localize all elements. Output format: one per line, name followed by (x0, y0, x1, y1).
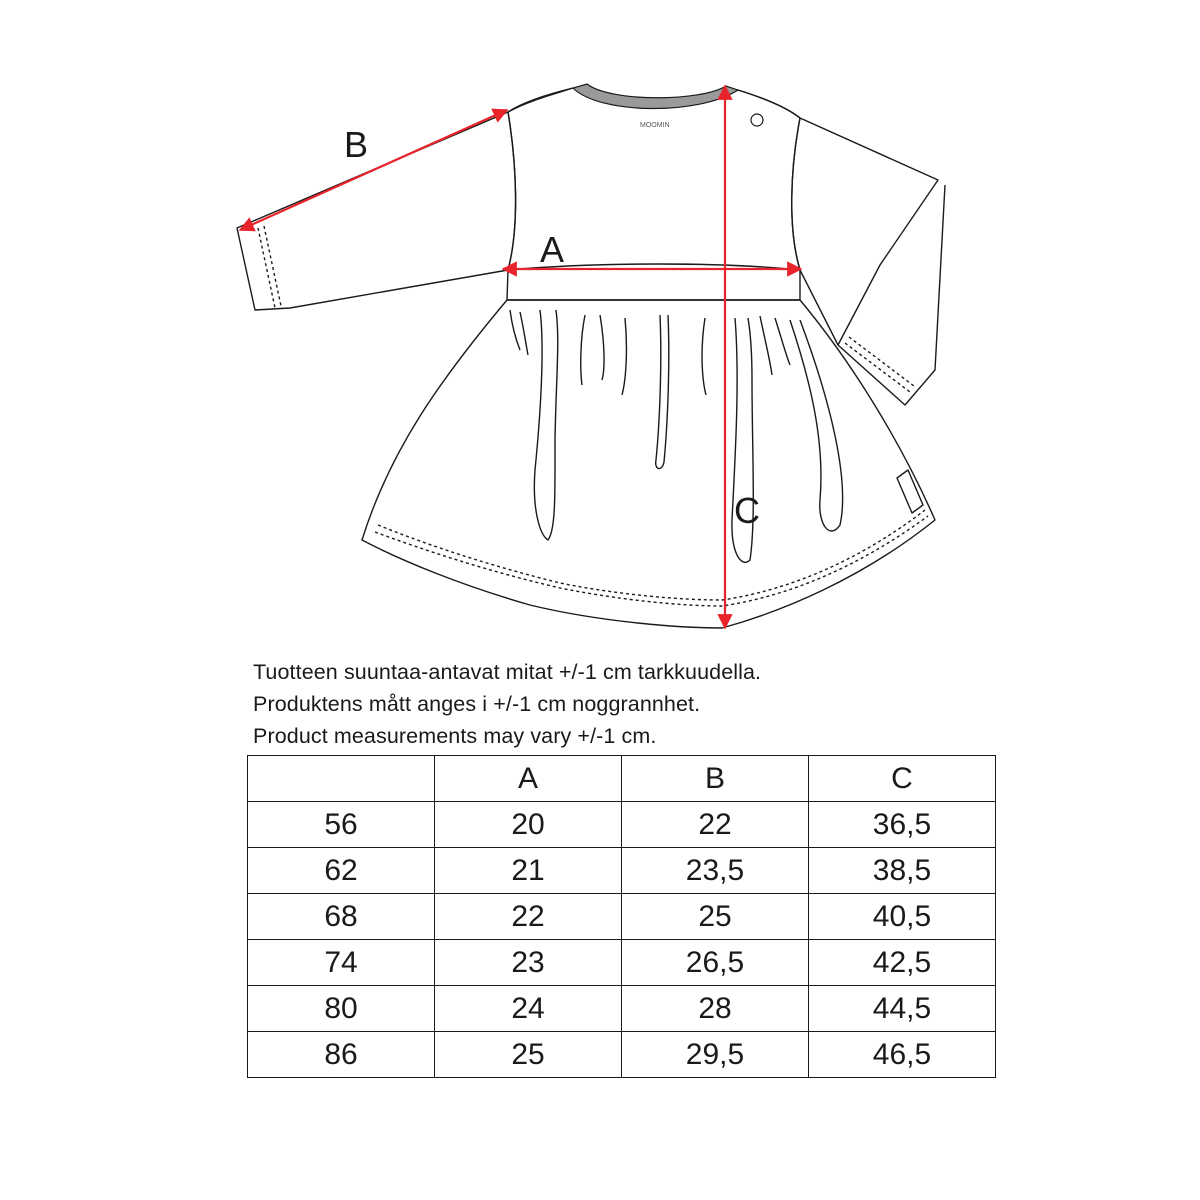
hem-stitch (378, 510, 925, 600)
note-english: Product measurements may vary +/-1 cm. (253, 724, 657, 748)
size-cell: 56 (248, 802, 435, 848)
b-cell: 28 (622, 986, 809, 1032)
snap-button (751, 114, 763, 126)
skirt (362, 300, 935, 628)
right-cuff-stitch (845, 337, 914, 392)
note-swedish: Produktens mått anges i +/-1 cm noggrannhet. (253, 692, 701, 716)
size-cell: 74 (248, 940, 435, 986)
skirt-fold (581, 315, 706, 395)
a-cell: 25 (435, 1032, 622, 1078)
c-cell: 42,5 (809, 940, 996, 986)
label-b: B (344, 124, 369, 165)
table-row (248, 986, 996, 1032)
b-cell: 29,5 (622, 1032, 809, 1078)
c-cell: 38,5 (809, 848, 996, 894)
c-cell: 40,5 (809, 894, 996, 940)
b-cell: 25 (622, 894, 809, 940)
label-c: C (734, 490, 760, 531)
table-row (248, 1032, 996, 1078)
skirt-fold (656, 315, 669, 469)
brand-tag: MOOMIN (640, 122, 670, 129)
b-cell: 26,5 (622, 940, 809, 986)
header-cell-b: B (622, 756, 809, 802)
header-cell-a: A (435, 756, 622, 802)
c-cell: 44,5 (809, 986, 996, 1032)
c-cell: 46,5 (809, 1032, 996, 1078)
measurement-arrows (240, 86, 801, 628)
collar (573, 84, 738, 109)
left-cuff-stitch (258, 226, 281, 308)
c-cell: 36,5 (809, 802, 996, 848)
size-cell: 80 (248, 986, 435, 1032)
note-finnish: Tuotteen suuntaa-antavat mitat +/-1 cm tarkkuudella. (253, 660, 762, 684)
size-cell: 62 (248, 848, 435, 894)
label-a: A (540, 229, 565, 270)
right-sleeve-inner (792, 118, 838, 345)
a-cell: 23 (435, 940, 622, 986)
skirt-fold (790, 320, 843, 531)
table-row (248, 940, 996, 986)
size-table (247, 755, 996, 1078)
skirt-fold (534, 310, 557, 540)
measurement-notes (253, 656, 761, 752)
size-cell: 86 (248, 1032, 435, 1078)
b-cell: 22 (622, 802, 809, 848)
side-tag (897, 470, 923, 513)
left-sleeve (237, 88, 573, 310)
table-header-row (248, 756, 996, 802)
table-row (248, 802, 996, 848)
arrow-b (240, 110, 507, 230)
b-cell: 23,5 (622, 848, 809, 894)
table-row (248, 894, 996, 940)
header-cell-c: C (809, 756, 996, 802)
header-cell-size (248, 756, 435, 802)
a-cell: 22 (435, 894, 622, 940)
a-cell: 24 (435, 986, 622, 1032)
size-cell: 68 (248, 894, 435, 940)
hem-stitch-2 (375, 516, 928, 606)
a-cell: 20 (435, 802, 622, 848)
table-row (248, 848, 996, 894)
dress-outline (237, 88, 945, 628)
a-cell: 21 (435, 848, 622, 894)
